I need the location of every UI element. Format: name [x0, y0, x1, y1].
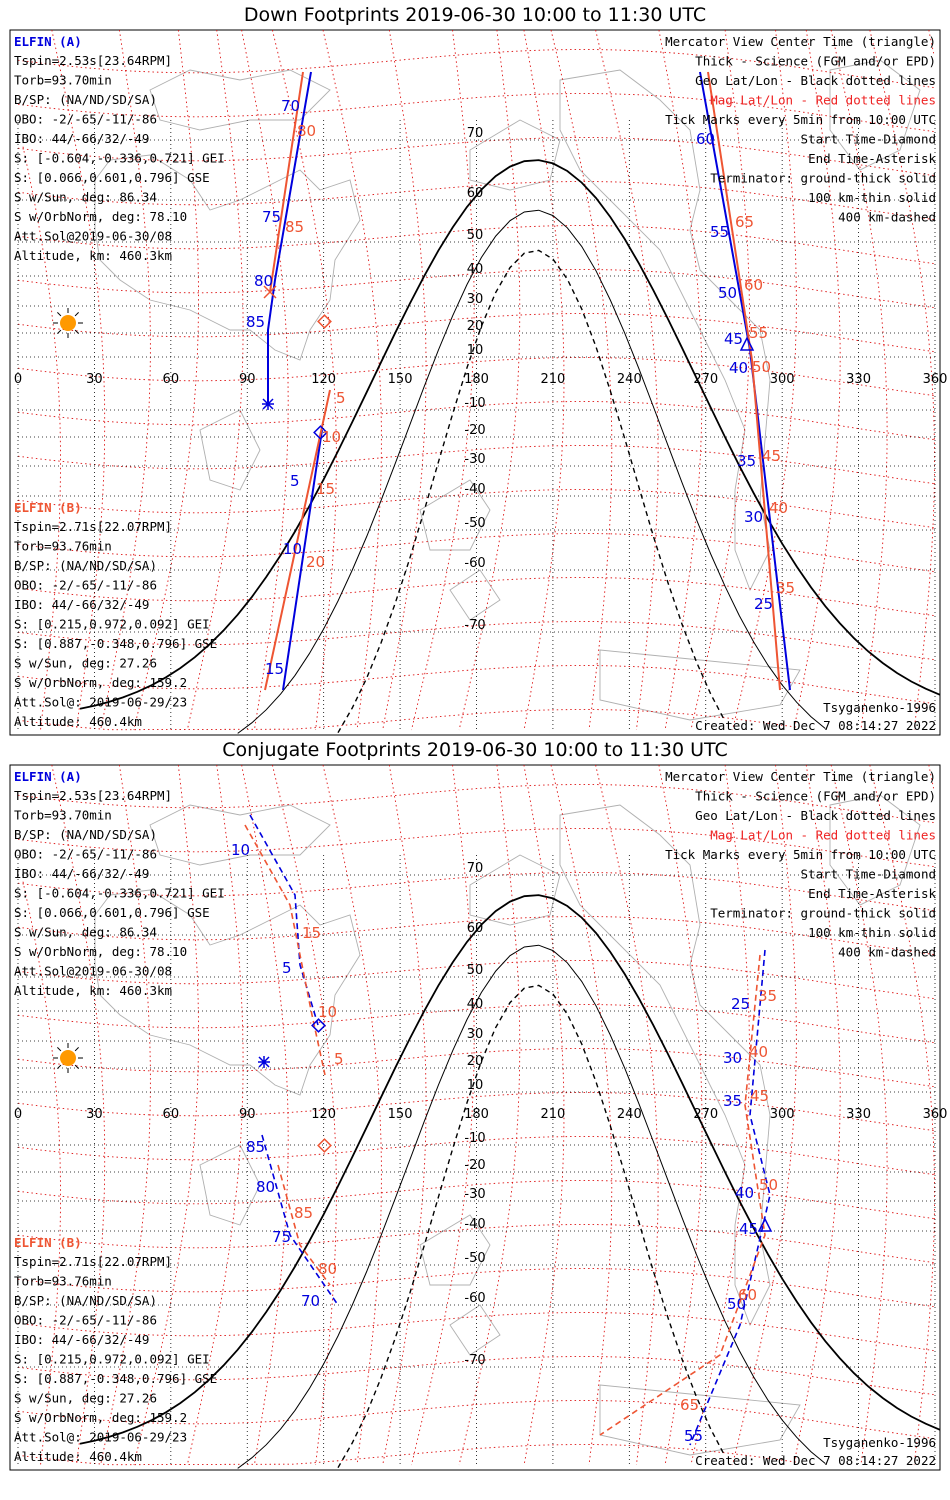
lat-tick-label-down-9: -30: [464, 452, 486, 467]
lon-tick-label-conj-2: 60: [162, 1107, 180, 1122]
elfin-b-info-line-conj-9: Att.Sol@: 2019-06-29/23: [14, 1429, 188, 1445]
orbit-time-label-down-1: 75: [262, 208, 282, 226]
elfin-b-info-line-down-3: OBO: -2/-65/-11/-86: [14, 577, 157, 593]
lon-tick-label-conj-5: 150: [387, 1107, 413, 1122]
orbit-time-label-down-21: 65: [735, 213, 755, 231]
orbit-time-label-conj-16: 50: [727, 1295, 747, 1313]
orbit-time-label-conj-8: 70: [301, 1292, 321, 1310]
legend-line-conj-7: Terminator: ground-thick solid: [710, 905, 936, 921]
orbit-time-label-conj-3: 10: [318, 1003, 338, 1021]
elfin-a-info-line-down-6: S: [0.066,0.601,0.796] GSE: [14, 170, 210, 185]
footer-created-down: Created: Wed Dec 7 08:14:27 2022: [695, 718, 936, 733]
lat-tick-label-conj-4: 30: [466, 1027, 484, 1042]
lat-tick-label-down-0: 70: [466, 126, 484, 141]
orbit-time-label-conj-18: 35: [758, 987, 778, 1005]
lat-tick-label-conj-11: -50: [464, 1251, 486, 1266]
orbit-time-label-down-23: 55: [749, 324, 769, 342]
lon-tick-label-down-11: 330: [846, 372, 871, 387]
footer-model-down: Tsyganenko-1996: [823, 700, 936, 715]
orbit-time-label-down-7: 10: [283, 540, 303, 558]
end-asterisk-a-conj: [258, 1056, 270, 1068]
lon-tick-label-down-0: 0: [13, 372, 23, 387]
elfin-b-info-line-down-10: Altitude: 460.4km: [14, 714, 142, 729]
legend-line-conj-0: Mercator View Center Time (triangle): [665, 769, 936, 784]
elfin-a-info-line-down-10: Altitude, km: 460.3km: [14, 248, 173, 263]
lon-tick-label-conj-6: 180: [464, 1107, 489, 1122]
elfin-b-info-line-down-9: Att.Sol@: 2019-06-29/23: [14, 694, 188, 710]
orbit-time-label-down-25: 45: [762, 447, 782, 465]
lat-tick-label-down-13: -70: [464, 618, 486, 633]
legend-line-down-7: Terminator: ground-thick solid: [710, 170, 936, 186]
orbit-time-label-down-22: 60: [744, 276, 764, 294]
elfin-b-info-line-conj-1: Torb=93.76min: [14, 1273, 112, 1289]
orbit-time-label-down-2: 80: [254, 272, 274, 290]
elfin-b-info-line-conj-6: S: [0.887,-0.348,0.796] GSE: [14, 1371, 218, 1386]
elfin-b-info-line-conj-3: OBO: -2/-65/-11/-86: [14, 1312, 157, 1328]
elfin-b-info-line-conj-2: B/SP: (NA/ND/SD/SA): [14, 1293, 157, 1308]
elfin-a-info-line-down-0: Tspin=2.53s[23.64RPM]: [14, 53, 173, 68]
legend-line-down-0: Mercator View Center Time (triangle): [665, 34, 936, 49]
legend-line-down-1: Thick - Science (FGM and/or EPD): [695, 53, 936, 69]
elfin-a-info-line-conj-5: S: [-0.604,-0.336,0.721] GEI: [14, 885, 225, 901]
lon-tick-label-conj-0: 0: [13, 1107, 23, 1122]
lat-tick-label-down-6: 10: [466, 343, 484, 358]
orbit-time-label-down-9: 5: [336, 389, 346, 407]
orbit-time-label-conj-9: 85: [294, 1204, 314, 1222]
elfin-a-info-line-conj-6: S: [0.066,0.601,0.796] GSE: [14, 905, 210, 920]
orbit-time-label-down-10: 10: [322, 428, 342, 446]
lon-tick-label-down-9: 270: [693, 372, 719, 387]
lon-tick-label-down-8: 240: [616, 372, 642, 387]
lon-tick-label-conj-11: 330: [846, 1107, 871, 1122]
legend-line-conj-6: End Time-Asterisk: [808, 886, 936, 901]
panel-title-down: Down Footprints 2019-06-30 10:00 to 11:30 UTC: [243, 4, 707, 26]
orbit-time-label-down-15: 50: [718, 284, 738, 302]
orbit-time-label-down-8: 15: [265, 660, 285, 678]
elfin-b-header-conj: ELFIN (B): [14, 1235, 82, 1250]
lat-tick-label-conj-0: 70: [466, 861, 484, 876]
elfin-b-info-line-down-6: S: [0.887,-0.348,0.796] GSE: [14, 636, 218, 651]
elfin-a-info-line-down-2: B/SP: (NA/ND/SD/SA): [14, 92, 157, 107]
lon-tick-label-conj-10: 300: [769, 1107, 795, 1122]
lat-tick-label-conj-2: 50: [466, 963, 484, 978]
orbit-time-label-down-12: 20: [306, 553, 326, 571]
orbit-time-label-down-16: 45: [724, 330, 744, 348]
legend-line-down-6: End Time-Asterisk: [808, 151, 936, 166]
elfin-a-info-line-down-8: S w/OrbNorm, deg: 78.10: [14, 209, 188, 224]
lat-tick-label-down-10: -40: [464, 482, 486, 497]
sun-icon-down: [60, 315, 76, 331]
elfin-a-info-line-down-4: IBO: 44/-66/32/-49: [14, 131, 150, 146]
orbit-time-label-down-17: 40: [729, 359, 749, 377]
lat-tick-label-conj-9: -30: [464, 1187, 486, 1202]
elfin-a-info-line-conj-3: OBO: -2/-65/-11/-86: [14, 846, 157, 862]
orbit-time-label-conj-7: 75: [272, 1228, 292, 1246]
elfin-b-info-line-down-2: B/SP: (NA/ND/SD/SA): [14, 558, 157, 573]
orbit-time-label-down-0: 70: [281, 97, 301, 115]
legend-line-down-3: Mag Lat/Lon - Red dotted lines: [710, 92, 936, 108]
legend-line-conj-4: Tick Marks every 5min from 10:00 UTC: [665, 847, 936, 862]
lat-tick-label-down-8: -20: [464, 423, 486, 438]
legend-line-conj-5: Start Time-Diamond: [800, 866, 936, 882]
orbit-time-label-conj-6: 80: [256, 1178, 276, 1196]
orbit-time-label-conj-0: 10: [231, 841, 251, 859]
lon-tick-label-down-2: 60: [162, 372, 180, 387]
legend-line-down-4: Tick Marks every 5min from 10:00 UTC: [665, 112, 936, 127]
orbit-time-label-conj-23: 65: [680, 1396, 700, 1414]
orbit-time-label-conj-12: 30: [723, 1049, 743, 1067]
legend-line-conj-1: Thick - Science (FGM and/or EPD): [695, 788, 936, 804]
orbit-time-label-conj-17: 55: [684, 1427, 704, 1445]
legend-line-down-2: Geo Lat/Lon - Black dotted lines: [695, 73, 936, 88]
elfin-a-info-line-conj-1: Torb=93.70min: [14, 807, 112, 823]
elfin-b-info-line-down-1: Torb=93.76min: [14, 538, 112, 554]
elfin-a-info-line-down-3: OBO: -2/-65/-11/-86: [14, 111, 157, 127]
orbit-time-label-down-19: 30: [744, 508, 764, 526]
lon-tick-label-down-3: 90: [238, 372, 256, 387]
lat-tick-label-conj-8: -20: [464, 1158, 486, 1173]
lon-tick-label-conj-4: 120: [311, 1107, 337, 1122]
lon-tick-label-conj-1: 30: [86, 1107, 103, 1122]
elfin-a-info-line-conj-4: IBO: 44/-66/32/-49: [14, 866, 150, 881]
orbit-time-label-conj-2: 15: [302, 924, 322, 942]
elfin-b-info-line-down-5: S: [0.215,0.972,0.092] GEI: [14, 616, 210, 632]
lat-tick-label-down-3: 40: [466, 262, 484, 277]
orbit-time-label-down-3: 85: [246, 313, 266, 331]
orbit-time-label-down-11: 15: [316, 480, 336, 498]
lon-tick-label-conj-7: 210: [540, 1107, 566, 1122]
orbit-time-label-conj-10: 80: [318, 1260, 338, 1278]
elfin-a-info-line-conj-8: S w/OrbNorm, deg: 78.10: [14, 944, 188, 959]
elfin-a-info-line-down-7: S w/Sun, deg: 86.34: [14, 189, 157, 205]
elfin-a-info-line-down-9: Att.Sol@2019-06-30/08: [14, 228, 173, 244]
elfin-b-info-line-down-0: Tspin=2.71s[22.07RPM]: [14, 519, 173, 534]
orbit-time-label-down-18: 35: [737, 452, 757, 470]
elfin-b-info-line-conj-10: Altitude: 460.4km: [14, 1449, 142, 1464]
lon-tick-label-down-1: 30: [86, 372, 103, 387]
orbit-time-label-conj-14: 40: [735, 1184, 755, 1202]
lat-tick-label-conj-13: -70: [464, 1353, 486, 1368]
elfin-a-info-line-conj-10: Altitude, km: 460.3km: [14, 983, 173, 998]
lat-tick-label-down-7: -10: [464, 396, 486, 411]
orbit-time-label-conj-13: 35: [723, 1092, 743, 1110]
lon-tick-label-conj-9: 270: [693, 1107, 719, 1122]
elfin-b-info-line-conj-7: S w/Sun, deg: 27.26: [14, 1390, 157, 1406]
lon-tick-label-down-5: 150: [387, 372, 413, 387]
lat-tick-label-conj-1: 60: [466, 921, 484, 936]
orbit-time-label-down-20: 25: [754, 595, 774, 613]
lat-tick-label-down-2: 50: [466, 228, 484, 243]
lat-tick-label-conj-7: -10: [464, 1131, 486, 1146]
elfin-a-header-down: ELFIN (A): [14, 34, 82, 49]
orbit-time-label-down-26: 40: [769, 499, 789, 517]
lat-tick-label-conj-12: -60: [464, 1291, 486, 1306]
lat-tick-label-down-4: 30: [466, 292, 484, 307]
lat-tick-label-conj-6: 10: [466, 1078, 484, 1093]
orbit-time-label-conj-21: 50: [759, 1176, 779, 1194]
orbit-time-label-conj-22: 60: [738, 1286, 758, 1304]
elfin-b-info-line-conj-5: S: [0.215,0.972,0.092] GEI: [14, 1351, 210, 1367]
legend-line-conj-9: 400 km-dashed: [838, 944, 936, 960]
legend-line-conj-3: Mag Lat/Lon - Red dotted lines: [710, 827, 936, 843]
elfin-b-info-line-down-4: IBO: 44/-66/32/-49: [14, 597, 150, 612]
orbit-time-label-down-27: 35: [776, 579, 796, 597]
elfin-b-info-line-conj-0: Tspin=2.71s[22.07RPM]: [14, 1254, 173, 1269]
elfin-a-info-line-down-5: S: [-0.604,-0.336,0.721] GEI: [14, 150, 225, 166]
elfin-a-info-line-down-1: Torb=93.70min: [14, 72, 112, 88]
elfin-b-info-line-down-8: S w/OrbNorm, deg: 159.2: [14, 675, 188, 690]
elfin-a-header-conj: ELFIN (A): [14, 769, 82, 784]
lon-tick-label-down-6: 180: [464, 372, 489, 387]
orbit-time-label-conj-15: 45: [739, 1220, 759, 1238]
lat-tick-label-conj-5: 20: [466, 1054, 484, 1069]
end-asterisk-a-down: [262, 398, 274, 410]
orbit-time-label-conj-20: 45: [750, 1087, 770, 1105]
orbit-time-label-down-5: 85: [285, 218, 305, 236]
lon-tick-label-down-10: 300: [769, 372, 795, 387]
footer-model-conj: Tsyganenko-1996: [823, 1435, 936, 1450]
elfin-b-info-line-conj-8: S w/OrbNorm, deg: 159.2: [14, 1410, 188, 1425]
elfin-b-header-down: ELFIN (B): [14, 500, 82, 515]
lat-tick-label-down-11: -50: [464, 516, 486, 531]
legend-line-down-9: 400 km-dashed: [838, 209, 936, 225]
footer-created-conj: Created: Wed Dec 7 08:14:27 2022: [695, 1453, 936, 1468]
orbit-time-label-conj-1: 5: [282, 959, 292, 977]
orbit-time-label-conj-5: 85: [246, 1138, 266, 1156]
orbit-time-label-down-6: 5: [290, 472, 300, 490]
lon-tick-label-down-7: 210: [540, 372, 566, 387]
legend-line-down-5: Start Time-Diamond: [800, 131, 936, 147]
lat-tick-label-down-12: -60: [464, 556, 486, 571]
lon-tick-label-conj-8: 240: [616, 1107, 642, 1122]
orbit-time-label-down-24: 50: [752, 358, 772, 376]
lat-tick-label-conj-10: -40: [464, 1217, 486, 1232]
orbit-time-label-down-14: 55: [710, 223, 730, 241]
panel-title-conjugate: Conjugate Footprints 2019-06-30 10:00 to 11:30 UTC: [222, 739, 728, 761]
lat-tick-label-down-1: 60: [466, 186, 484, 201]
orbit-time-label-down-4: 80: [297, 122, 317, 140]
elfin-b-info-line-down-7: S w/Sun, deg: 27.26: [14, 655, 157, 671]
lat-tick-label-conj-3: 40: [466, 997, 484, 1012]
orbit-time-label-conj-19: 40: [749, 1043, 769, 1061]
elfin-b-info-line-conj-4: IBO: 44/-66/32/-49: [14, 1332, 150, 1347]
lon-tick-label-down-12: 360: [922, 372, 948, 387]
orbit-time-label-conj-4: 5: [334, 1050, 344, 1068]
lat-tick-label-down-5: 20: [466, 319, 484, 334]
lon-tick-label-conj-12: 360: [922, 1107, 948, 1122]
orbit-time-label-conj-11: 25: [731, 995, 751, 1013]
elfin-a-info-line-conj-0: Tspin=2.53s[23.64RPM]: [14, 788, 173, 803]
elfin-a-info-line-conj-9: Att.Sol@2019-06-30/08: [14, 963, 173, 979]
legend-line-down-8: 100 km-thin solid: [808, 190, 936, 205]
elfin-a-info-line-conj-2: B/SP: (NA/ND/SD/SA): [14, 827, 157, 842]
lon-tick-label-down-4: 120: [311, 372, 337, 387]
lon-tick-label-conj-3: 90: [238, 1107, 256, 1122]
legend-line-conj-2: Geo Lat/Lon - Black dotted lines: [695, 808, 936, 823]
sun-icon-conj: [60, 1050, 76, 1066]
orbit-time-label-down-13: 60: [696, 130, 716, 148]
elfin-a-info-line-conj-7: S w/Sun, deg: 86.34: [14, 924, 157, 940]
legend-line-conj-8: 100 km-thin solid: [808, 925, 936, 940]
